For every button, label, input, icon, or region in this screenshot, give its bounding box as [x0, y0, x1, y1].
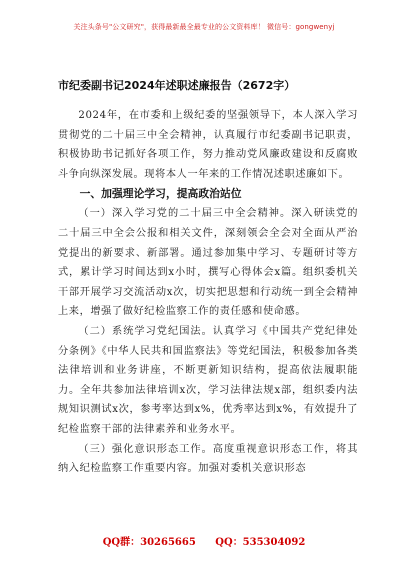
contact-footer — [0, 533, 408, 548]
qq-group: QQ群：30265665 — [102, 537, 196, 548]
intro-paragraph: 2024年，在市委和上级纪委的坚强领导下，本人深入学习贯彻党的二十届三中全会精神，认真履行市纪委副书记职责，积极协助书记抓好各项工作，努力推动党风廉政建设和反腐败斗争向纵深发展。现将本人一年来的工作情况述职述廉如下。 — [58, 110, 358, 180]
document-body — [58, 78, 358, 479]
paragraph-2: （二）系统学习党纪国法。认真学习《中国共产党纪律处分条例》《中华人民共和国监察法》等党纪国法，积极参加各类法律培训和业务讲座，不断更新知识结构，提高依法履职能力。全年共参加法律培训x次，学习法律法规x部，组织委内法规知识测试x次，参考率达到x%，优秀率达到x%，有效提升了纪检监察干部的法律素养和业务水平。 — [58, 325, 358, 435]
qq-number: QQ：535304092 — [215, 537, 306, 548]
section-heading: 一、加强理论学习，提高政治站位 — [79, 187, 242, 201]
paragraph-1: （一）深入学习党的二十届三中全会精神。深入研读党的二十届三中全会公报和相关文件，深刻领会全会对全面从严治党提出的新要求、新部署。通过参加集中学习、专题研讨等方式，累计学习时间达到x小时，撰写心得体会x篇。组织委机关干部开展学习交流活动x次，切实把思想和行动统一到全会精神上来，增强了做好纪检监察工作的责任感和使命感。 — [58, 208, 358, 318]
paragraph-3: （三）强化意识形态工作。高度重视意识形态工作，将其纳入纪检监察工作重要内容。加强对委机关意识形态 — [58, 443, 358, 475]
document-title: 市纪委副书记2024年述职述廉报告（2672字） — [58, 79, 296, 92]
promo-banner: 关注头条号"公文研究"，获得最新最全最专业的公文资料库！ 微信号：gongwenyj — [73, 23, 335, 31]
